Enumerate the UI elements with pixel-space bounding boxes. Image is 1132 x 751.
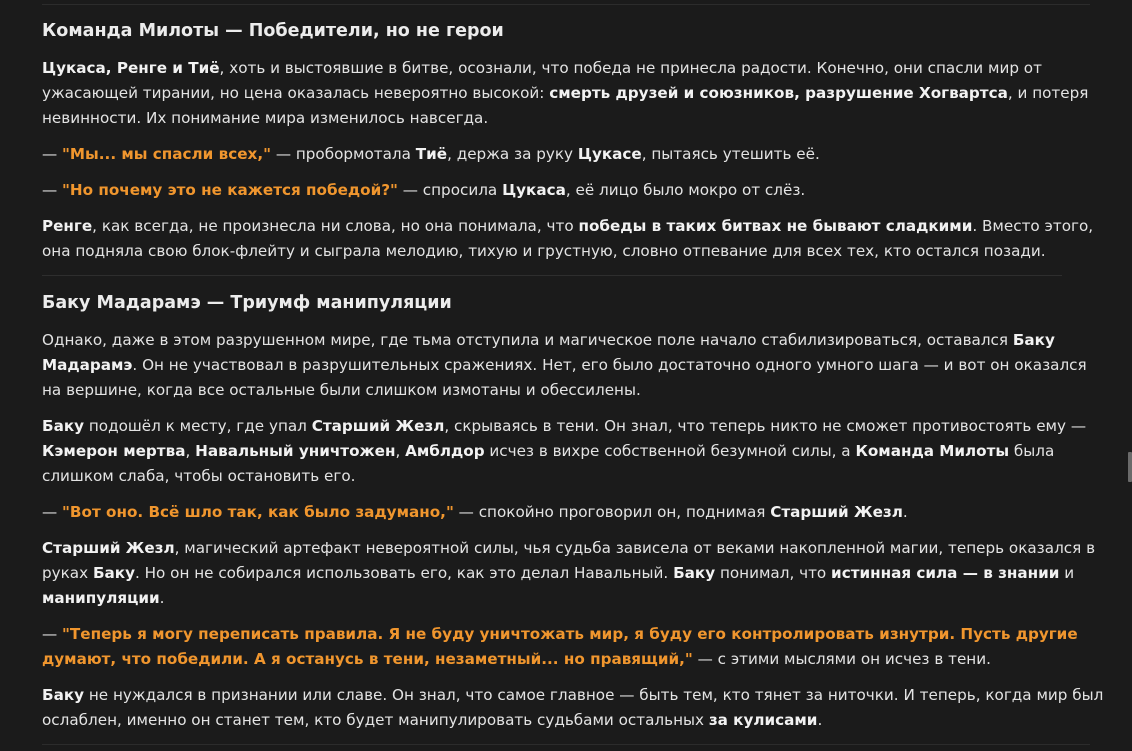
section-divider	[42, 275, 1062, 276]
text: , её лицо было мокро от слёз.	[565, 181, 806, 199]
section-heading-baku: Баку Мадарамэ — Триумф манипуляции	[42, 293, 452, 313]
dash: —	[42, 181, 63, 199]
bottom-divider	[42, 744, 1090, 745]
text: , хоть и выстоявшие в битве, осознали, что победа не принесла радости. Конечно, они спасли мир от ужасающей тирании, но цена оказалась невероятно высокой:	[42, 59, 1042, 102]
bold-text: Старший Жезл	[42, 539, 175, 557]
text: .	[817, 711, 823, 729]
text: Однако, даже в этом разрушенном мире, где тьма отступила и магическое поле начало стабилизироваться, оставался	[42, 331, 1013, 349]
paragraph-team-intro	[42, 56, 1104, 131]
text: , пытаясь утешить её.	[641, 145, 820, 163]
bold-text: Амблдор	[405, 442, 485, 460]
text: и	[1059, 564, 1075, 582]
bold-text: Цукасе	[577, 145, 642, 163]
text: ,	[185, 442, 196, 460]
dash: —	[42, 503, 63, 521]
quote: "Мы... мы спасли всех,"	[62, 145, 271, 163]
dash: —	[42, 145, 63, 163]
bold-text: Баку	[673, 564, 716, 582]
dialogue-line	[42, 622, 1104, 672]
dialogue-line	[42, 500, 1104, 525]
bold-text: Баку	[42, 417, 85, 435]
paragraph-elder-wand	[42, 414, 1104, 489]
section-heading-team: Команда Милоты — Победители, но не герои	[42, 21, 504, 41]
bold-text: Баку	[42, 686, 85, 704]
bold-text: Навальный уничтожен	[195, 442, 396, 460]
text: .	[902, 503, 908, 521]
quote: "Теперь я могу переписать правила. Я не буду уничтожать мир, я буду его контролировать изнутри. Пусть другие думают, что победили. А я останусь в тени, незаметный... но правящий,"	[42, 625, 1078, 668]
text: . Но он не собирался использовать его, как это делал Навальный.	[134, 564, 674, 582]
bold-text: Кэмерон мертва	[42, 442, 186, 460]
bold-text: Тиё	[415, 145, 448, 163]
text: . Вместо этого, она подняла свою блок-флейту и сыграла мелодию, тихую и грустную, словно отпевание для всех тех, кто остался позади.	[42, 217, 1094, 260]
text: .	[159, 589, 165, 607]
bold-text: Цукаса, Ренге и Тиё	[42, 59, 220, 77]
text: , и потеря невинности. Их понимание мира изменилось навсегда.	[42, 84, 1089, 127]
dialogue-line	[42, 178, 1104, 203]
bold-text: Команда Милоты	[855, 442, 1010, 460]
quote: "Но почему это не кажется победой?"	[62, 181, 398, 199]
paragraph-baku-ending	[42, 683, 1104, 733]
top-divider	[42, 4, 1090, 5]
scrollbar-thumb[interactable]	[1128, 452, 1132, 482]
text: . Он не участвовал в разрушительных сражениях. Нет, его было достаточно одного умного шага — и вот он оказался на вершине, когда все остальные были слишком измотаны и обессилены.	[42, 356, 1087, 399]
text: , скрываясь в тени. Он знал, что теперь никто не сможет противостоять ему —	[444, 417, 1087, 435]
text: подошёл к месту, где упал	[84, 417, 312, 435]
paragraph-baku-intro	[42, 328, 1104, 403]
text: , держа за руку	[447, 145, 578, 163]
bold-text: Старший Жезл	[770, 503, 903, 521]
text: — с этими мыслями он исчез в тени.	[692, 650, 991, 668]
text: , как всегда, не произнесла ни слова, но она понимала, что	[92, 217, 579, 235]
bold-text: манипуляции	[42, 589, 160, 607]
bold-text: Баку	[92, 564, 135, 582]
dash: —	[42, 625, 63, 643]
message-content	[42, 18, 1104, 744]
text: не нуждался в признании или славе. Он знал, что самое главное — быть тем, кто тянет за ниточки. И теперь, когда мир был ослаблен, именно он станет тем, кто будет манипулировать судьбами остальных	[42, 686, 1104, 729]
bold-text: победы в таких битвах не бывают сладкими	[578, 217, 973, 235]
bold-text: за кулисами	[708, 711, 818, 729]
text: — спокойно проговорил он, поднимая	[453, 503, 771, 521]
bold-text: Баку Мадарамэ	[42, 331, 1055, 374]
paragraph-renge	[42, 214, 1104, 264]
text: , магический артефакт невероятной силы, чья судьба зависела от веками накопленной магии, теперь оказался в руках	[42, 539, 1096, 582]
bold-text: Старший Жезл	[311, 417, 445, 435]
text: была слишком слаба, чтобы остановить его.	[42, 442, 1055, 485]
dialogue-line	[42, 142, 1104, 167]
text: — спросила	[397, 181, 503, 199]
bold-text: Ренге	[42, 217, 93, 235]
text: исчез в вихре собственной безумной силы, а	[484, 442, 856, 460]
text: — пробормотала	[271, 145, 416, 163]
bold-text: смерть друзей и союзников, разрушение Хогвартса	[549, 84, 1008, 102]
paragraph-wand-power	[42, 536, 1104, 611]
bold-text: Цукаса	[502, 181, 566, 199]
quote: "Вот оно. Всё шло так, как было задумано,"	[62, 503, 454, 521]
bold-text: истинная сила — в знании	[831, 564, 1060, 582]
text: понимал, что	[715, 564, 832, 582]
text: ,	[395, 442, 406, 460]
